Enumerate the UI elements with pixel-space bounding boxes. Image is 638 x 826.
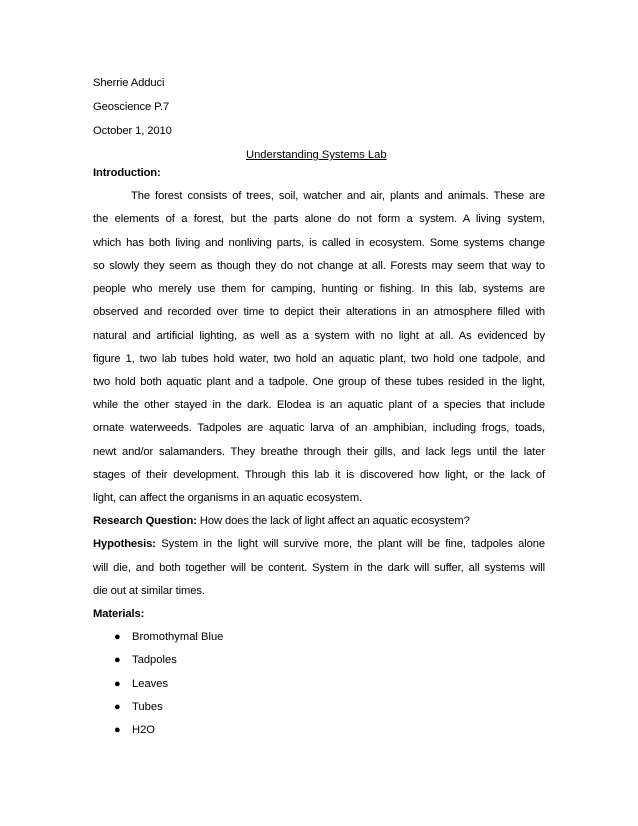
hypothesis-line: die out at similar times. [93,585,205,597]
material-item: H2O [132,724,156,736]
bullet-icon: ● [114,654,121,666]
intro-line: people who merely use them for camping, hunting or fishing. In this lab, systems are [93,283,545,295]
intro-line: figure 1, two lab tubes hold water, two hold an aquatic plant, two hold one tadpole, and [93,353,545,365]
material-item: Tubes [132,701,163,713]
intro-line: natural and artificial lighting, as well as a system with no light at all. As evidenced by [93,330,545,342]
intro-line: observed and recorded over time to depict their alterations in an atmosphere filled with [93,306,545,318]
author-name: Sherrie Adduci [93,77,165,89]
intro-line: two hold both aquatic plant and a tadpole. One group of these tubes resided in the light, [93,376,545,388]
bullet-icon: ● [114,724,121,736]
document-title: Understanding Systems Lab [246,149,387,161]
hypothesis-line: will die, and both together will be content. System in the dark will suffer, all systems will [93,562,545,574]
intro-line: stages of their development. Through this lab it is discovered how light, or the lack of [93,469,545,481]
materials-heading: Materials: [93,608,145,620]
material-item: Leaves [132,678,169,690]
bullet-icon: ● [114,631,121,643]
hypothesis-label: Hypothesis: [93,538,156,550]
research-question-label: Research Question: [93,515,197,527]
research-question-text: How does the lack of light affect an aquatic ecosystem? [196,515,470,527]
date-line: October 1, 2010 [93,125,172,137]
intro-line: while the other stayed in the dark. Elodea is an aquatic plant of a species that include [93,399,545,411]
intro-line: which has both living and nonliving parts, is called in ecosystem. Some systems change [93,237,545,249]
intro-line: so slowly they seem as though they do not change at all. Forests may seem that way to [93,260,545,272]
bullet-icon: ● [114,678,121,690]
course-name: Geoscience P.7 [93,101,170,113]
intro-line: The forest consists of trees, soil, watcher and air, plants and animals. These are [131,190,545,202]
bullet-icon: ● [114,701,121,713]
material-item: Tadpoles [132,654,177,666]
material-item: Bromothymal Blue [132,631,224,643]
introduction-heading: Introduction: [93,167,161,179]
intro-line: newt and/or salamanders. They breathe through their gills, and lack legs until the later [93,446,545,458]
intro-line: the elements of a forest, but the parts alone do not form a system. A living system, [93,213,545,225]
hypothesis-text: System in the light will survive more, the plant will be fine, tadpoles alone [155,538,545,550]
hypothesis-line [93,537,545,551]
intro-line: light, can affect the organisms in an aquatic ecosystem. [93,492,363,504]
intro-line: ornate waterweeds. Tadpoles are aquatic larva of an amphibian, including frogs, toads, [93,422,545,434]
research-question [93,514,470,528]
